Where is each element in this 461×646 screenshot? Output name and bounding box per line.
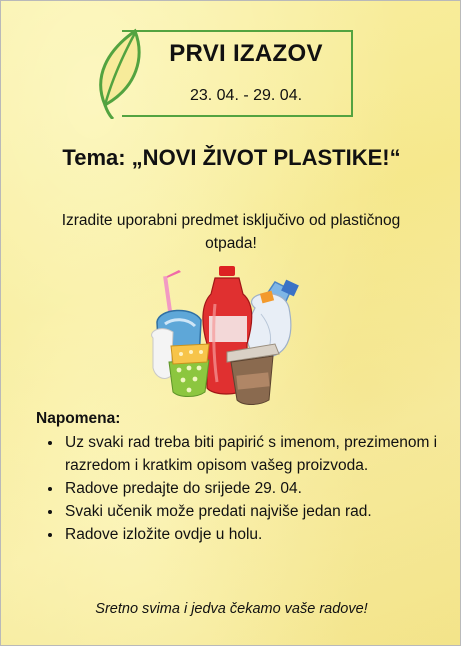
- green-dotted-cup: [169, 360, 209, 397]
- list-item: • Uz svaki rad treba biti papirić s imenom, prezimenom i razredom i kratkim opisom vašeg proizvoda.: [63, 431, 461, 477]
- challenge-dates: 23. 04. - 29. 04.: [189, 87, 303, 104]
- coffee-cup: [227, 344, 279, 405]
- yellow-dotted-cup: [171, 344, 209, 364]
- plastic-waste-pile-icon: [143, 264, 311, 412]
- leaf-icon: [99, 27, 145, 119]
- note-heading: Napomena:: [36, 410, 121, 427]
- closing-message: Sretno svima i jedva čekamo vaše radove!: [95, 601, 368, 617]
- intro-text: Izradite uporabni predmet isključivo od plastičnog otpada!: [61, 212, 401, 252]
- list-item: • Svaki učenik može predati najviše jedan rad.: [63, 500, 461, 523]
- challenge-title: PRVI IZAZOV: [169, 40, 323, 67]
- list-item: • Radove predajte do srijede 29. 04.: [63, 477, 461, 500]
- theme-heading: Tema: „NOVI ŽIVOT PLASTIKE!“: [62, 145, 401, 170]
- list-item: • Radove izložite ovdje u holu.: [63, 523, 461, 546]
- note-list: [36, 431, 461, 546]
